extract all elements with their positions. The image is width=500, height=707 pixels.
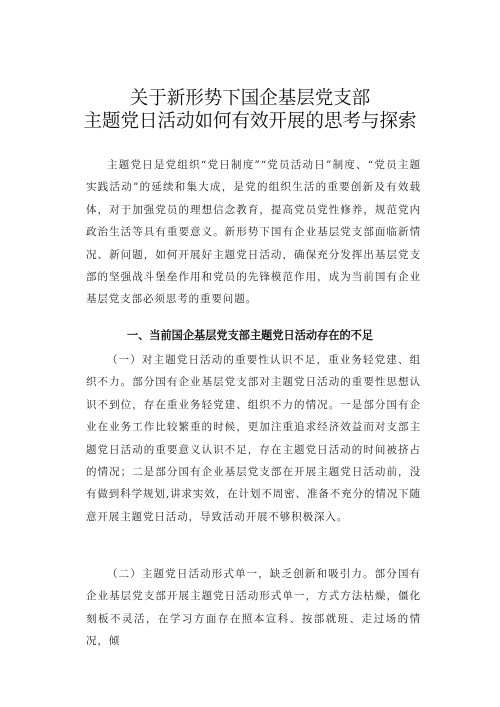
point-1-paragraph — [86, 349, 421, 528]
section-heading-1: 一、当前国企基层党支部主题党日活动存在的不足 — [126, 329, 374, 342]
document-title-line-1: 关于新形势下国企基层党支部 — [129, 88, 371, 109]
point-1-text-continued: 二是部分国有企业基层党支部在开展主题党日活动前，没有做到科学规划,讲求实效，在计划不周密、准备不充分的情况下随意开展主题党日活动，导致活动开展不够积极深入。 — [86, 466, 421, 523]
point-1-text: （一）对主题党日活动的重要性认识不足，重业务轻党建、组织不力。部分国有企业基层党支部对主题党日活动的重要性思想认识不到位，存在重业务轻党建、组织不力的情况。一是部分国有企业在业务工作比较繁重的时候，更加注重追求经济效益而对支部主题党日活动的重要意义认识不足，存在主题党日活动的时间被挤占的情况； — [86, 354, 421, 479]
point-2-paragraph: （二）主题党日活动形式单一，缺乏创新和吸引力。部分国有企业基层党支部开展主题党日活动形式单一，方式方法枯燥，僵化刻板不灵活，在学习方面存在照本宣科、按部就班、走过场的情况，倾 — [86, 568, 421, 648]
intro-paragraph: 主题党日是党组织“党日制度”“党员活动日”制度、“党员主题实践活动”的延续和集大成，是党的组织生活的重要创新及有效载体，对于加强党员的理想信念教育，提高党员党性修养，规范党内政治生活等具有重要意义。新形势下国有企业基层党支部面临新情况、新问题，如何开展好主题党日活动，确保充分发挥出基层党支部的坚强战斗堡垒作用和党员的先锋模范作用，成为当前国有企业基层党支部必须思考的重要问题。 — [86, 159, 421, 306]
document-title-line-2: 主题党日活动如何有效开展的思考与探索 — [83, 111, 417, 132]
